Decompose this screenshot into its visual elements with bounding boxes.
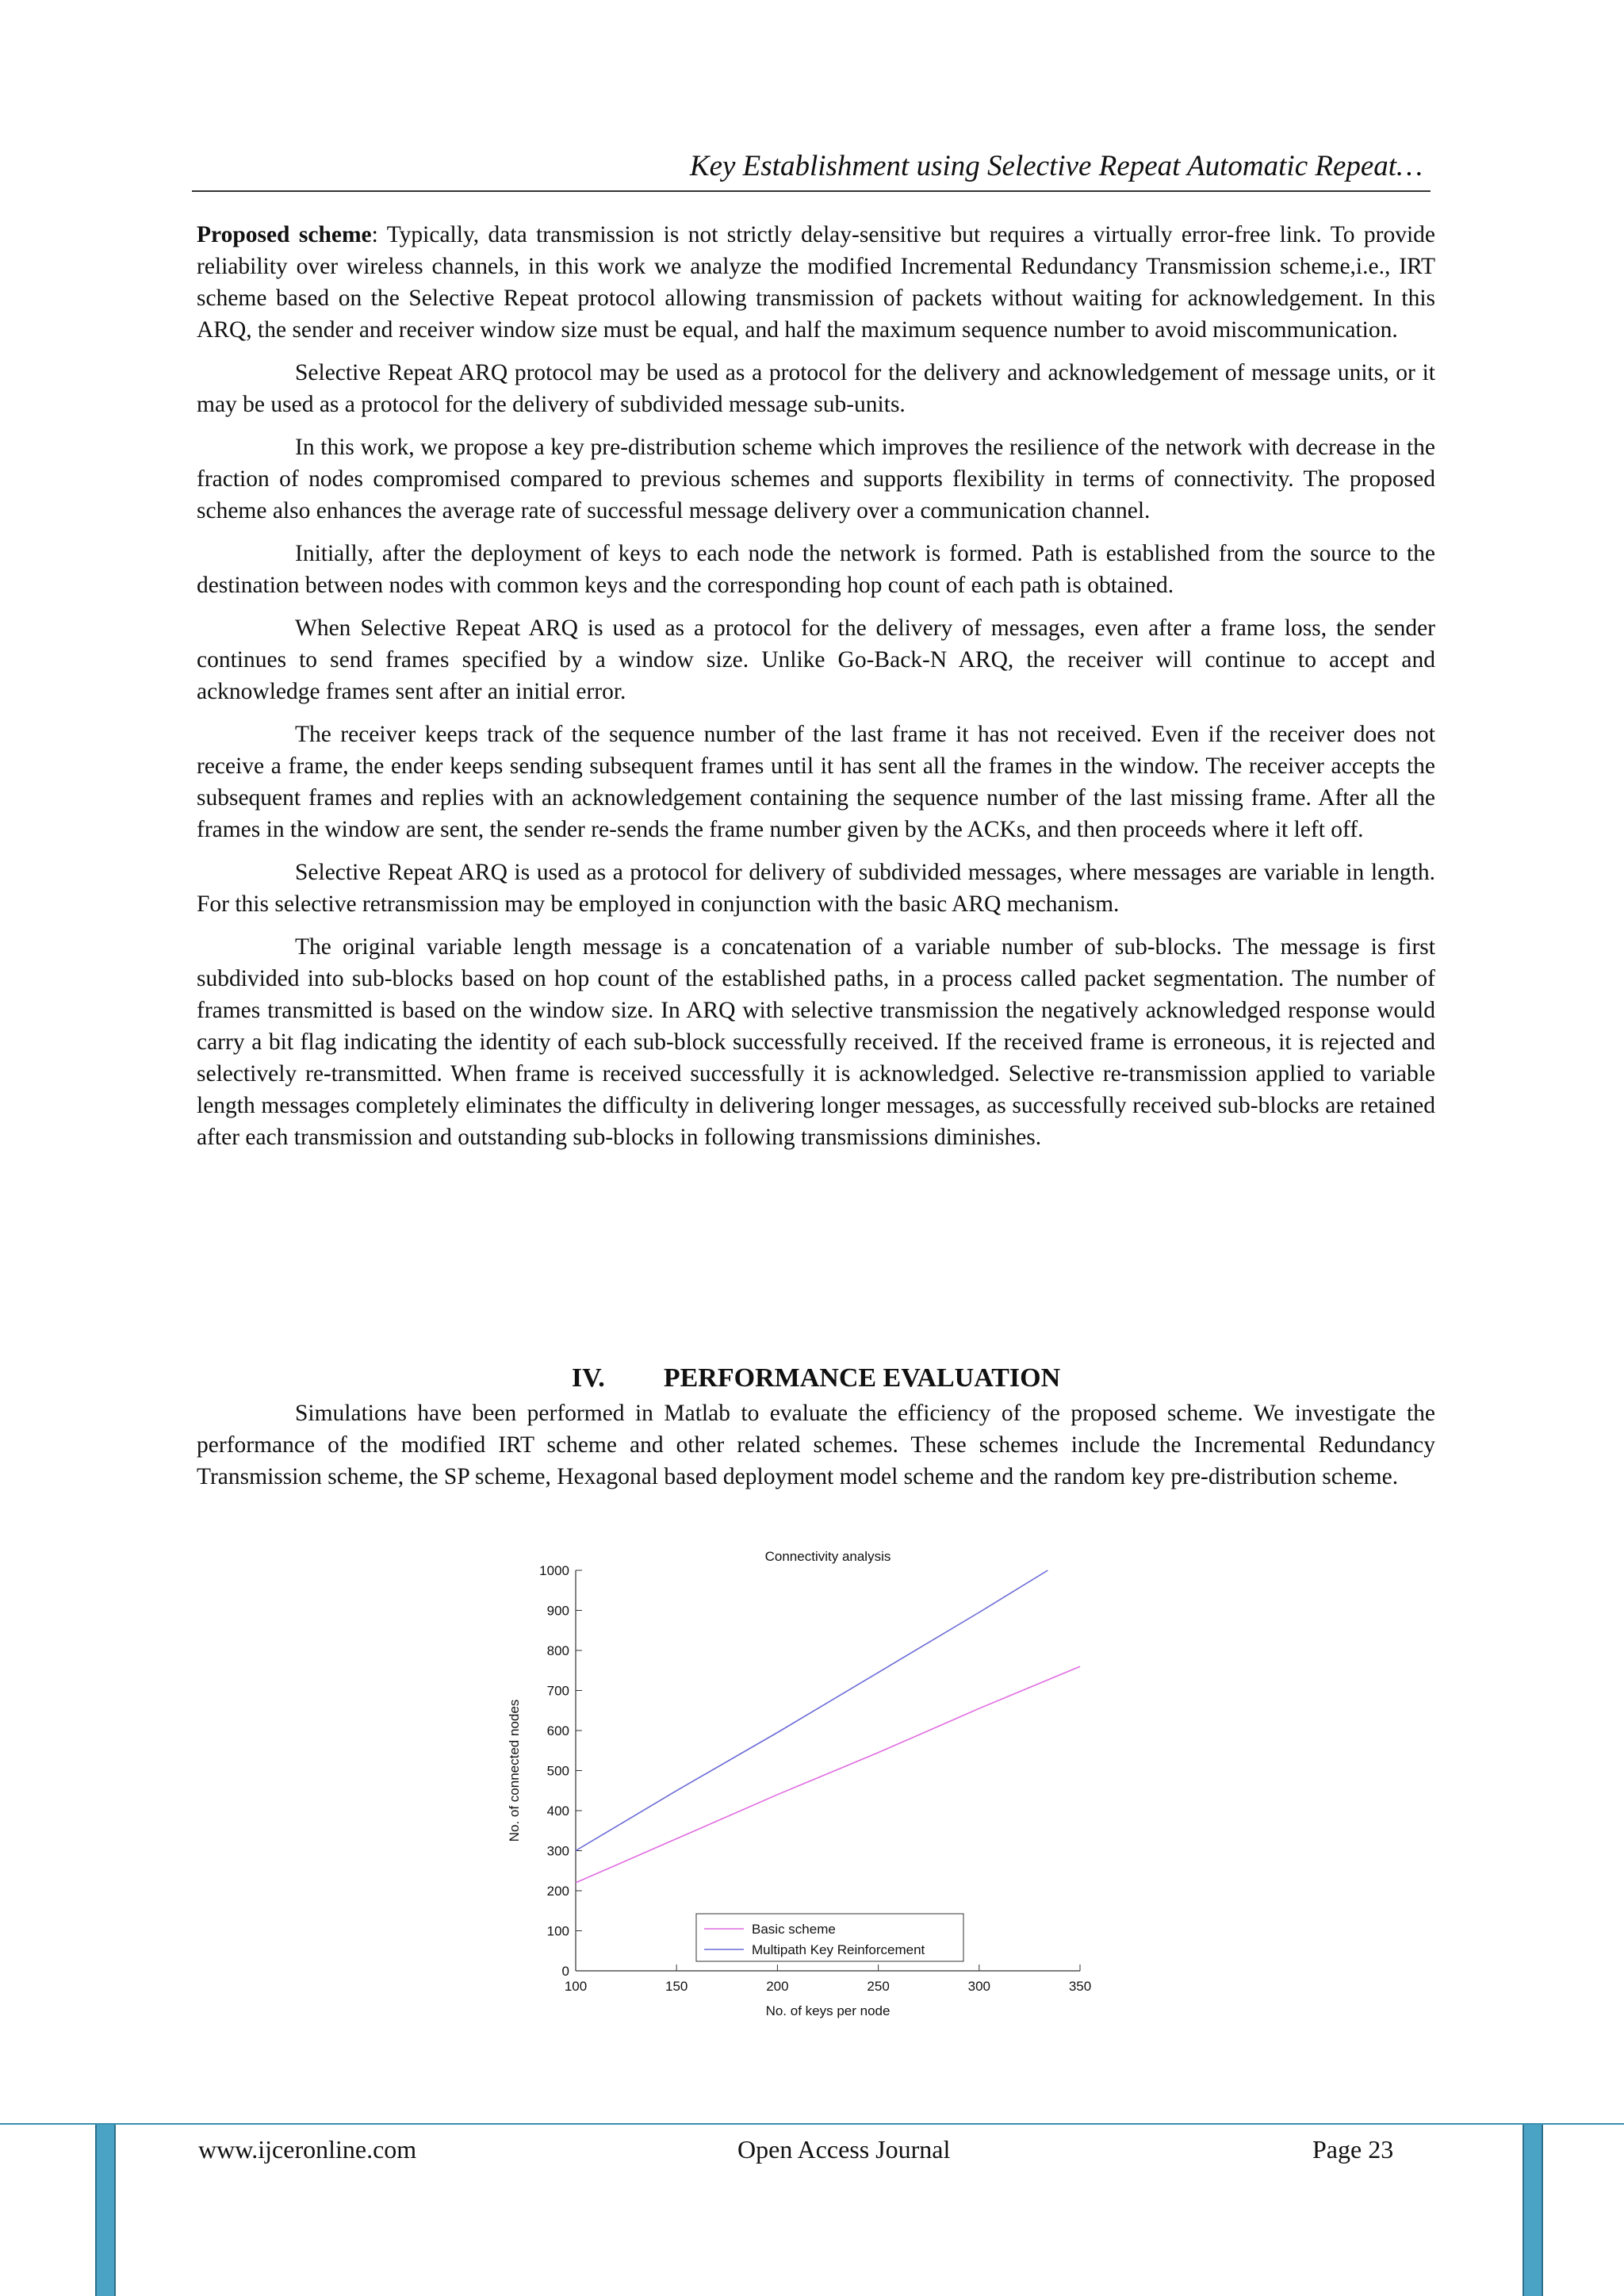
paragraph-1-text: : Typically, data transmission is not strictly delay-sensitive but requires a virtually error-free link. To provide reliability over wireless channels, in this work we analyze the modified Incremental Redundancy Transmission scheme,i.e., IRT scheme based on the Selective Repeat protocol allowing transmission of packets without waiting for acknowledgement. In this ARQ, the sender and receiver window size must be equal, and half the maximum sequence number to avoid miscommunication. xyxy=(197,222,1435,343)
chart-legend xyxy=(696,1914,963,1961)
y-tick-label: 0 xyxy=(561,1964,569,1979)
y-tick-label: 900 xyxy=(546,1603,569,1619)
chart-x-label: No. of keys per node xyxy=(765,2003,891,2018)
paragraph-proposed-scheme xyxy=(197,219,1435,346)
y-tick-label: 300 xyxy=(546,1843,569,1859)
y-tick-label: 500 xyxy=(546,1763,569,1779)
paragraph-5: When Selective Repeat ARQ is used as a protocol for the delivery of messages, even after a frame loss, the sender continues to send frames specified by a window size. Unlike Go-Back-N ARQ, the receiver will continue to accept and acknowledge frames sent after an initial error. xyxy=(197,615,1435,704)
footer-bar-right xyxy=(1522,2125,1543,2296)
body-text xyxy=(197,219,1435,1164)
y-tick-label: 100 xyxy=(546,1923,569,1939)
proposed-scheme-label: Proposed scheme xyxy=(197,222,372,247)
x-tick-label: 250 xyxy=(867,1979,890,1994)
legend-label: Basic scheme xyxy=(752,1922,836,1937)
y-tick-label: 700 xyxy=(546,1683,569,1699)
header-rule xyxy=(192,190,1431,192)
y-tick-label: 400 xyxy=(546,1803,569,1819)
section-title: PERFORMANCE EVALUATION xyxy=(663,1363,1061,1393)
footer-website: www.ijceronline.com xyxy=(198,2135,417,2164)
footer-journal: Open Access Journal xyxy=(737,2135,951,2164)
x-tick-label: 350 xyxy=(1068,1979,1092,1994)
paragraph-2: Selective Repeat ARQ protocol may be used as a protocol for the delivery and acknowledgement of message units, or it may be used as a protocol for the delivery of subdivided message sub-units. xyxy=(197,360,1435,417)
paragraph-3: In this work, we propose a key pre-distribution scheme which improves the resilience of the network with decrease in the fraction of nodes compromised compared to previous schemes and supports flexibility in terms of connectivity. The proposed scheme also enhances the average rate of successful message delivery over a communication channel. xyxy=(197,435,1435,523)
footer-rule xyxy=(0,2123,1624,2125)
paragraph-7: Selective Repeat ARQ is used as a protocol for delivery of subdivided messages, where messages are variable in length. For this selective retransmission may be employed in conjunction with the basic ARQ mechanism. xyxy=(197,860,1435,917)
series-line-1 xyxy=(576,1570,1048,1851)
x-tick-label: 100 xyxy=(564,1979,588,1994)
running-title: Key Establishment using Selective Repeat Automatic Repeat… xyxy=(689,150,1423,182)
section-number: IV. xyxy=(571,1363,605,1393)
chart-title: Connectivity analysis xyxy=(764,1549,891,1564)
series-line-0 xyxy=(576,1666,1080,1883)
section-heading xyxy=(197,1363,1435,1394)
y-tick-label: 1000 xyxy=(539,1563,569,1578)
footer-bar-left xyxy=(95,2125,116,2296)
legend-label: Multipath Key Reinforcement xyxy=(752,1942,925,1957)
paragraph-4: Initially, after the deployment of keys to each node the network is formed. Path is established from the source to the destination between nodes with common keys and the corresponding hop count of each path is obtained. xyxy=(197,541,1435,598)
chart-y-label: No. of connected nodes xyxy=(507,1699,522,1842)
x-tick-label: 300 xyxy=(967,1979,990,1994)
y-tick-label: 600 xyxy=(546,1723,569,1738)
chart-series xyxy=(576,1570,1080,1883)
evaluation-paragraph: Simulations have been performed in Matlab to evaluate the efficiency of the proposed scheme. We investigate the performance of the modified IRT scheme and other related schemes. These schemes include the Incremental Redundancy Transmission scheme, the SP scheme, Hexagonal based deployment model scheme and the random key pre-distribution scheme. xyxy=(197,1401,1435,1489)
evaluation-text xyxy=(197,1397,1435,1493)
x-tick-label: 200 xyxy=(766,1979,789,1994)
chart-svg xyxy=(492,1539,1110,2030)
running-header xyxy=(192,149,1431,183)
paragraph-6: The receiver keeps track of the sequence number of the last frame it has not received. Even if the receiver does not receive a frame, the ender keeps sending subsequent frames until it has sent all the frames in the window. The receiver accepts the subsequent frames and replies with an acknowledgement containing the sequence number of the last missing frame. After all the frames in the window are sent, the sender re-sends the frame number given by the ACKs, and then proceeds where it left off. xyxy=(197,722,1435,842)
x-tick-label: 150 xyxy=(665,1979,688,1994)
footer-page-number: Page 23 xyxy=(1312,2135,1394,2164)
paragraph-8: The original variable length message is a concatenation of a variable number of sub-blocks. The message is first subdivided into sub-blocks based on hop count of the established paths, in a process called packet segmentation. The number of frames transmitted is based on the window size. In ARQ with selective transmission the negatively acknowledged response would carry a bit flag indicating the identity of each sub-block successfully received. If the received frame is erroneous, it is rejected and selectively re-transmitted. When frame is received successfully it is acknowledged. Selective re-transmission applied to variable length messages completely eliminates the difficulty in delivering longer messages, as successfully received sub-blocks are retained after each transmission and outstanding sub-blocks in following transmissions diminishes. xyxy=(197,934,1435,1150)
y-tick-label: 200 xyxy=(546,1884,569,1899)
connectivity-chart xyxy=(492,1539,1110,2030)
y-tick-label: 800 xyxy=(546,1643,569,1658)
